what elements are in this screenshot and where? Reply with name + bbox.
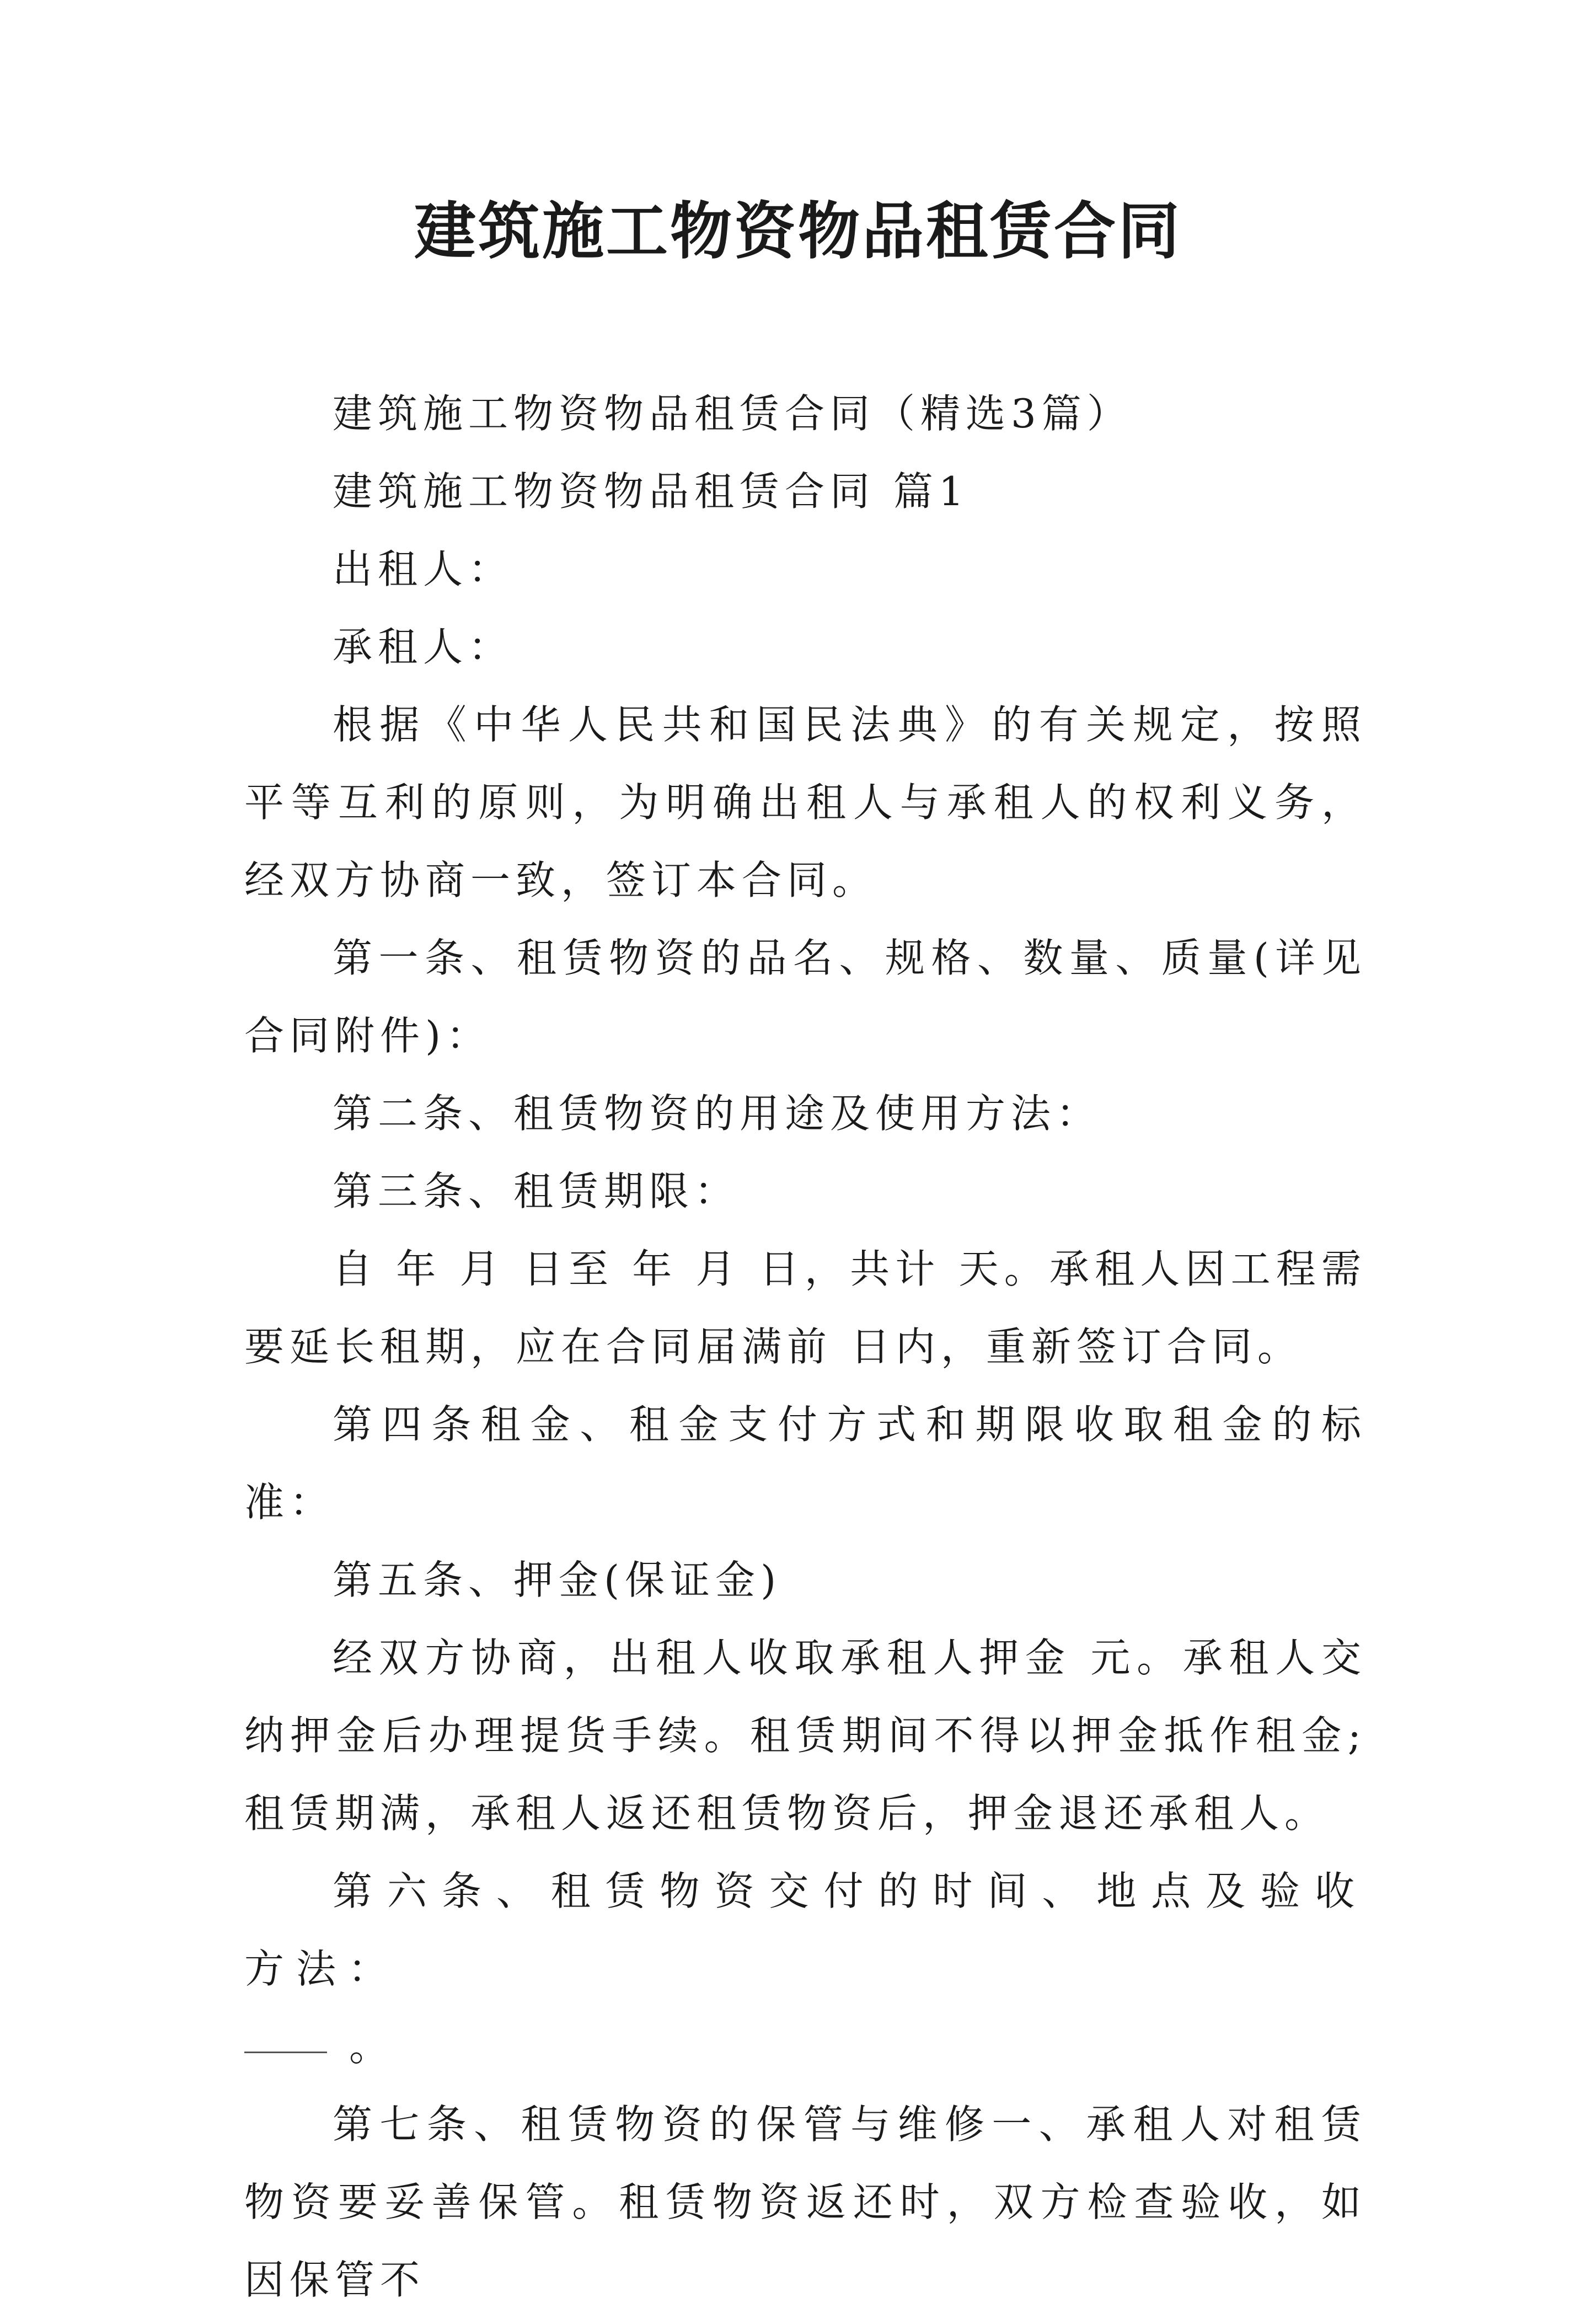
paragraph-article-2: 第二条、租赁物资的用途及使用方法： [333,1090,1102,1137]
paragraph-lessee: 承租人： [333,624,514,670]
document-title: 建筑施工物资物品租赁合同 [414,195,1182,267]
paragraph-article-6: 第六条、租赁物资交付的时间、地点及验收方法： [244,1868,1367,1992]
fill-in-blank-line [244,2052,327,2053]
paragraph-article-3: 第三条、租赁期限： [333,1168,740,1214]
paragraph-article-5: 第五条、押金(保证金) [333,1557,782,1603]
paragraph-article-7: 第七条、租赁物资的保管与维修一、承租人对租赁物资要妥善保管。租赁物资返还时，双方检查验收，如因保管不 [244,2101,1367,2303]
paragraph-lease-term: 自 年 月 日至 年 月 日，共计 天。承租人因工程需要延长租期，应在合同届满前 日内，重新签订合同。 [244,1246,1367,1370]
paragraph-article-1: 第一条、租赁物资的品名、规格、数量、质量(详见合同附件)： [244,935,1367,1059]
paragraph-part-heading: 建筑施工物资物品租赁合同 篇1 [333,468,970,515]
paragraph-article-4: 第四条租金、租金支付方式和期限收取租金的标准： [244,1401,1367,1525]
paragraph-preamble: 根据《中华人民共和国民法典》的有关规定，按照平等互利的原则，为明确出租人与承租人的权利义务，经双方协商一致，签订本合同。 [244,701,1367,903]
blank-suffix: 。 [349,2023,389,2070]
paragraph-lessor: 出租人： [333,546,514,592]
paragraph-deposit: 经双方协商，出租人收取承租人押金 元。承租人交纳押金后办理提货手续。租赁期间不得以押金抵作租金;租赁期满，承租人返还租赁物资后，押金退还承租人。 [244,1635,1367,1836]
document-body [244,375,1367,2319]
paragraph-subtitle: 建筑施工物资物品租赁合同（精选3篇） [333,390,1132,437]
fill-in-blank-row [244,2008,1367,2086]
